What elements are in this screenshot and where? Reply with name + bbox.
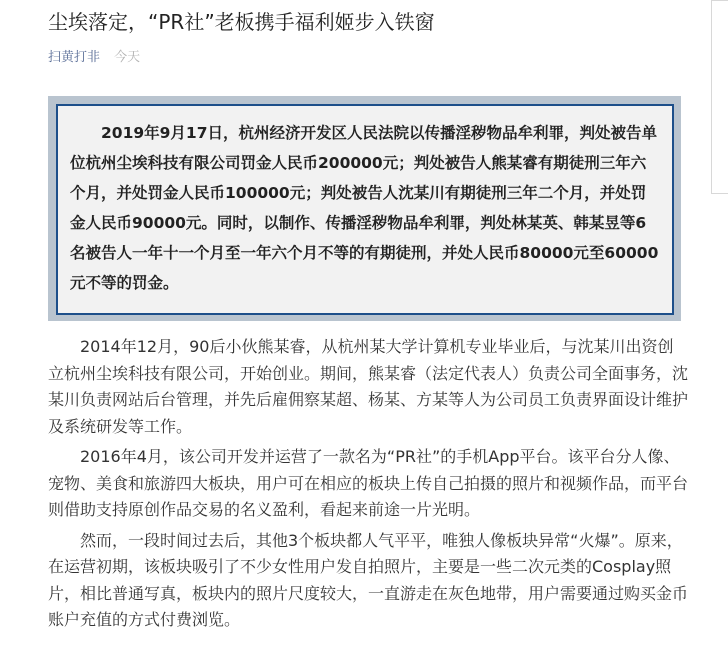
summary-box: [56, 104, 674, 315]
summary-text: 2019年9月17日，杭州经济开发区人民法院以传播淫秽物品牟利罪，判处被告单位杭州尘埃科技有限公司罚金人民币200000元；判处被告人熊某睿有期徒刑三年六个月，并处罚金人民币100000元；判处被告人沈某川有期徒刑三年二个月，并处罚金人民币90000元。同时，以制作、传播淫秽物品牟利罪，判处林某英、韩某昱等6名被告人一年十一个月至一年六个月不等的有期徒刑，并处人民币80000元至60000元不等的罚金。: [70, 124, 659, 292]
side-panel: [711, 0, 728, 194]
paragraph: 2016年4月，该公司开发并运营了一款名为“PR社”的手机App平台。该平台分人像、宠物、美食和旅游四大板块，用户可在相应的板块上传自己拍摄的照片和视频作品，而平台则借助支持原创作品交易的名义盈利，看起来前途一片光明。: [48, 447, 689, 519]
article-title: 尘埃落定，“PR社”老板携手福利姬步入铁窗: [48, 10, 435, 34]
source-link[interactable]: 扫黄打非: [48, 50, 101, 65]
paragraph: 然而，一段时间过去后，其他3个板块都人气平平，唯独人像板块异常“火爆”。原来，在运营初期，该板块吸引了不少女性用户发自拍照片，主要是一些二次元类的Cosplay照片，相比普通写真，板块内的照片尺度较大，一直游走在灰色地带，用户需要通过购买金币账户充值的方式付费浏览。: [48, 530, 689, 629]
paragraph: 2014年12月，90后小伙熊某睿，从杭州某大学计算机专业毕业后，与沈某川出资创立杭州尘埃科技有限公司，开始创业。期间，熊某睿（法定代表人）负责公司全面事务，沈某川负责网站后台管理，并先后雇佣察某超、杨某、方某等人为公司员工负责界面设计维护及系统研发等工作。: [48, 337, 689, 436]
article-body: [48, 334, 688, 638]
article-meta: [48, 49, 140, 67]
publish-time: 今天: [114, 50, 141, 65]
